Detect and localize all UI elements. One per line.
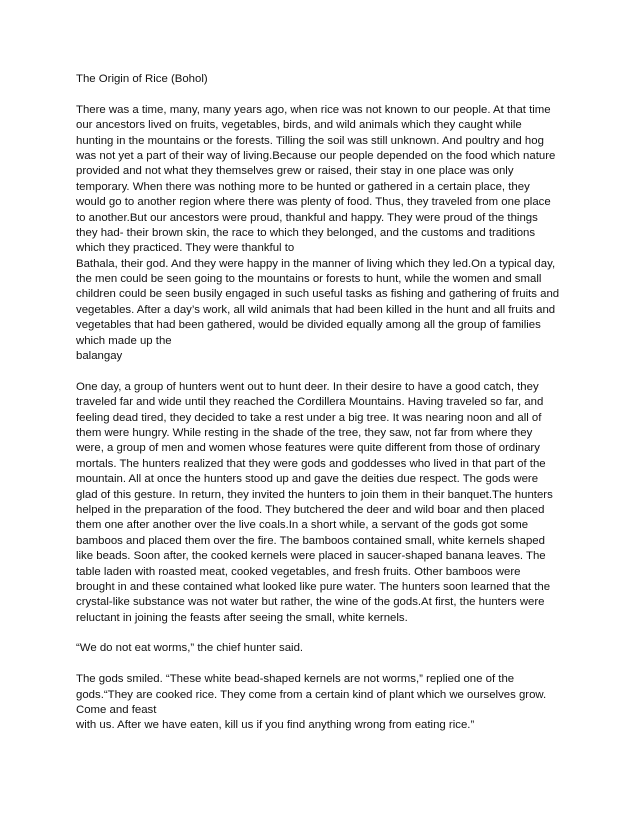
paragraph-line: The gods smiled. “These white bead-shaped kernels are not worms,” replied one of the	[76, 673, 515, 686]
paragraph-line: glad of this gesture. In return, they invited the hunters to join them in their banquet.The hunters	[76, 488, 553, 501]
paragraph-line: mountain. All at once the hunters stood up and gave the deities due respect. The gods were	[76, 473, 539, 486]
paragraph-line: were, a group of men and women whose features were quite different from those of ordinary	[76, 442, 540, 455]
paragraph-line: they had- their brown skin, the race to which they belonged, and the customs and traditions	[76, 226, 536, 239]
paragraph-line: vegetables. After a day’s work, all wild animals that had been killed in the hunt and all fruits and	[76, 303, 556, 316]
paragraph-line: was not yet a part of their way of living.Because our people depended on the food which nature	[76, 149, 556, 162]
paragraph-line: “We do not eat worms,” the chief hunter said.	[76, 642, 304, 655]
paragraph-line: table laden with roasted meat, cooked vegetables, and fresh fruits. Other bamboos were	[76, 565, 521, 578]
paragraph-line: vegetables that had been gathered, would be divided equally among all the group of families	[76, 319, 541, 332]
paragraph	[76, 380, 576, 626]
paragraph-line: Come and feast	[76, 704, 157, 717]
document-title: The Origin of Rice (Bohol)	[76, 73, 208, 85]
paragraph-line: traveled far and wide until they reached the Cordillera Mountains. Having traveled so far, and	[76, 396, 544, 409]
paragraph-line: them were hungry. While resting in the shade of the tree, they saw, not far from where they	[76, 426, 533, 439]
paragraph-line: which they practiced. They were thankful to	[76, 242, 295, 255]
paragraph-line: balangay	[76, 350, 123, 363]
document-body	[76, 72, 576, 734]
paragraph-line: feeling dead tired, they decided to take a rest under a big tree. It was nearing noon and all of	[76, 411, 542, 424]
paragraph-line: which made up the	[76, 334, 172, 347]
paragraph-line: One day, a group of hunters went out to hunt deer. In their desire to have a good catch, they	[76, 380, 539, 393]
paragraph	[76, 103, 576, 365]
paragraph-line: hunting in the mountains or the forests. Tilling the soil was still unknown. And poultry and hog	[76, 134, 544, 147]
paragraph-line: gods.“They are cooked rice. They come from a certain kind of plant which we ourselves grow.	[76, 688, 547, 701]
paragraph-line: helped in the preparation of the food. They butchered the deer and wild boar and then placed	[76, 503, 545, 516]
paragraph-line: them one after another over the live coals.In a short while, a servant of the gods got some	[76, 519, 529, 532]
paragraph-line: mortals. The hunters realized that they were gods and goddesses who lived in that part of the	[76, 457, 546, 470]
paragraph-line: our ancestors lived on fruits, vegetables, birds, and wild animals which they caught while	[76, 119, 522, 132]
paragraph-line: reluctant in joining the feasts after seeing the small, white kernels.	[76, 611, 408, 624]
paragraph-line: to another.But our ancestors were proud, thankful and happy. They were proud of the things	[76, 211, 538, 224]
paragraph-line: bamboos and placed them over the fire. The bamboos contained small, white kernels shaped	[76, 534, 545, 547]
paragraph-line: provided and not what they themselves grew or raised, their stay in one place was only	[76, 165, 514, 178]
paragraph-line: brought in and these contained what looked like pure water. The hunters soon learned that the	[76, 580, 551, 593]
paragraph-line: with us. After we have eaten, kill us if you find anything wrong from eating rice.”	[76, 719, 475, 732]
paragraph-line: like beads. Soon after, the cooked kernels were placed in saucer-shaped banana leaves. The	[76, 550, 546, 563]
paragraph-line: temporary. When there was nothing more to be hunted or gathered in a certain place, they	[76, 180, 530, 193]
paragraph-line: would go to another region where there was plenty of food. Thus, they traveled from one place	[76, 196, 551, 209]
paragraph-line: There was a time, many, many years ago, when rice was not known to our people. At that time	[76, 103, 551, 116]
paragraph-line: children could be seen busily engaged in such useful tasks as fishing and gathering of fruits and	[76, 288, 560, 301]
paragraph-line: the men could be seen going to the mountains or forests to hunt, while the women and small	[76, 273, 542, 286]
paragraph-line: Bathala, their god. And they were happy in the manner of living which they led.On a typical day,	[76, 257, 556, 270]
paragraph-line: crystal-like substance was not water but rather, the wine of the gods.At first, the hunters were	[76, 596, 545, 609]
paragraph	[76, 641, 576, 656]
paragraph	[76, 672, 576, 734]
